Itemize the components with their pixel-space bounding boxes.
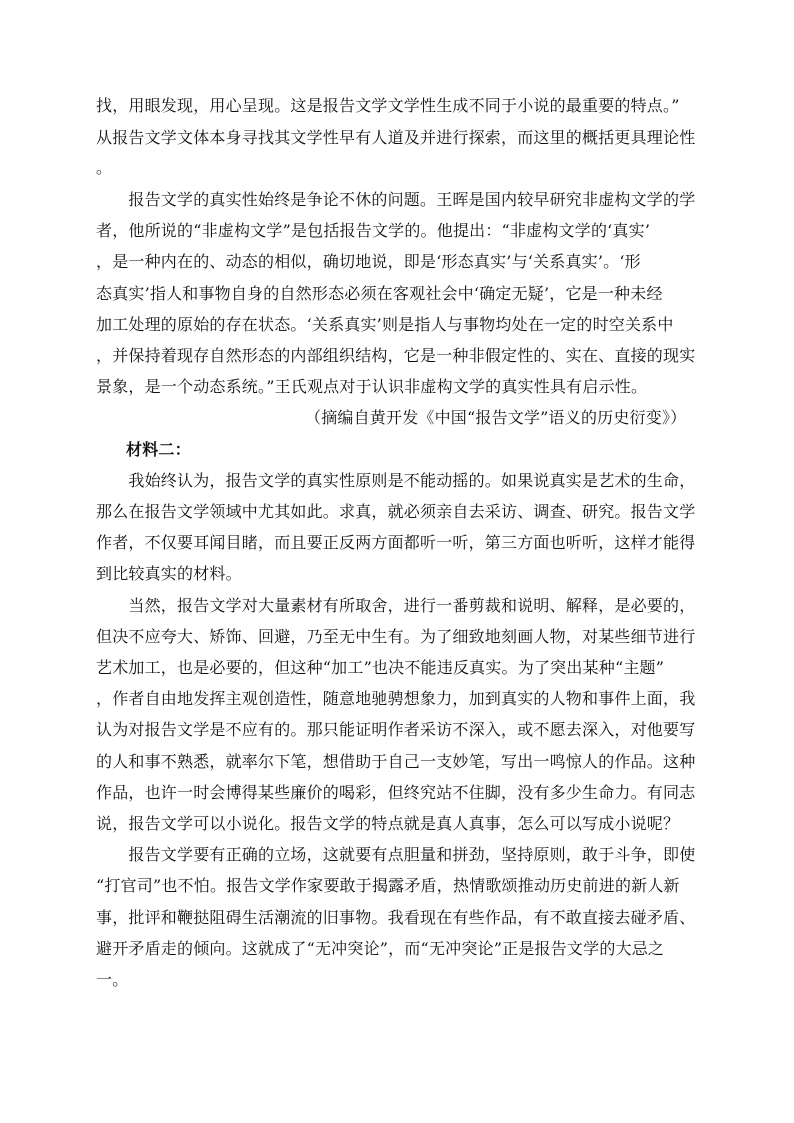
text-line: 态真实’指人和事物自身的自然形态必须在客观社会中‘确定无疑’，它是一种未经 bbox=[96, 284, 663, 303]
text-line: 作品，也许一时会博得某些廉价的喝彩，但终究站不住脚，没有多少生命力。有同志 bbox=[96, 783, 696, 802]
text-line: 找，用眼发现，用心呈现。这是报告文学文学性生成不同于小说的最重要的特点。” bbox=[96, 96, 680, 115]
text-line: 从报告文学文体本身寻找其文学性早有人道及并进行探索，而这里的概括更具理论性 bbox=[96, 128, 696, 147]
text-line: 报告文学要有正确的立场，这就要有点胆量和拼劲，坚持原则，敢于斗争，即使 bbox=[96, 845, 696, 864]
text-line: 那么在报告文学领域中尤其如此。求真，就必须亲自去采访、调查、研究。报告文学 bbox=[96, 502, 696, 521]
text-line: 事，批评和鞭挞阻碍生活潮流的旧事物。我看现在有些作品，有不敢直接去碰矛盾、 bbox=[96, 908, 696, 927]
text-line: 加工处理的原始的存在状态。‘关系真实’则是指人与事物均处在一定的时空关系中 bbox=[96, 315, 674, 334]
source-citation: （摘编自黄开发《中国“报告文学”语义的历史衍变》） bbox=[305, 408, 687, 427]
text-line: 。 bbox=[96, 158, 113, 177]
section-heading: 材料二： bbox=[126, 440, 191, 459]
text-line: 我始终认为，报告文学的真实性原则是不能动摇的。如果说真实是艺术的生命， bbox=[96, 471, 696, 490]
text-line: 认为对报告文学是不应有的。那只能证明作者采访不深入，或不愿去深入，对他要写 bbox=[96, 720, 696, 739]
text-line: 一。 bbox=[96, 970, 129, 989]
text-line: 景象，是一个动态系统。”王氏观点对于认识非虚构文学的真实性具有启示性。 bbox=[96, 377, 648, 396]
text-line: “打官司”也不怕。报告文学作家要敢于揭露矛盾，热情歌颂推动历史前进的新人新 bbox=[96, 876, 680, 895]
text-line: 避开矛盾走的倾向。这就成了“无冲突论”，而“无冲突论”正是报告文学的大忌之 bbox=[96, 939, 665, 958]
text-line: 但决不应夸大、矫饰、回避，乃至无中生有。为了细致地刻画人物，对某些细节进行 bbox=[96, 627, 696, 646]
text-line: 报告文学的真实性始终是争论不休的问题。王晖是国内较早研究非虚构文学的学 bbox=[96, 190, 696, 209]
text-line: 艺术加工，也是必要的，但这种“加工”也决不能违反真实。为了突出某种“主题” bbox=[96, 658, 665, 677]
text-line: 说，报告文学可以小说化。报告文学的特点就是真人真事，怎么可以写成小说呢？ bbox=[96, 814, 680, 833]
text-line: 作者，不仅要耳闻目睹，而且要正反两方面都听一听，第三方面也听听，这样才能得 bbox=[96, 533, 696, 552]
text-line: 者，他所说的“非虚构文学”是包括报告文学的。他提出：“非虚构文学的‘真实’ bbox=[96, 221, 651, 240]
text-line: 到比较真实的材料。 bbox=[96, 564, 242, 583]
text-line: 的人和事不熟悉，就率尔下笔，想借助于自己一支妙笔，写出一鸣惊人的作品。这种 bbox=[96, 752, 696, 771]
text-line: 当然，报告文学对大量素材有所取舍，进行一番剪裁和说明、解释，是必要的， bbox=[96, 596, 696, 615]
text-line: ，并保持着现存自然形态的内部组织结构，它是一种非假定性的、实在、直接的现实 bbox=[96, 346, 696, 365]
text-line: ，作者自由地发挥主观创造性，随意地驰骋想象力，加到真实的人物和事件上面，我 bbox=[96, 689, 696, 708]
text-line: ，是一种内在的、动态的相似，确切地说，即是‘形态真实’与‘关系真实’。‘形 bbox=[96, 252, 641, 271]
